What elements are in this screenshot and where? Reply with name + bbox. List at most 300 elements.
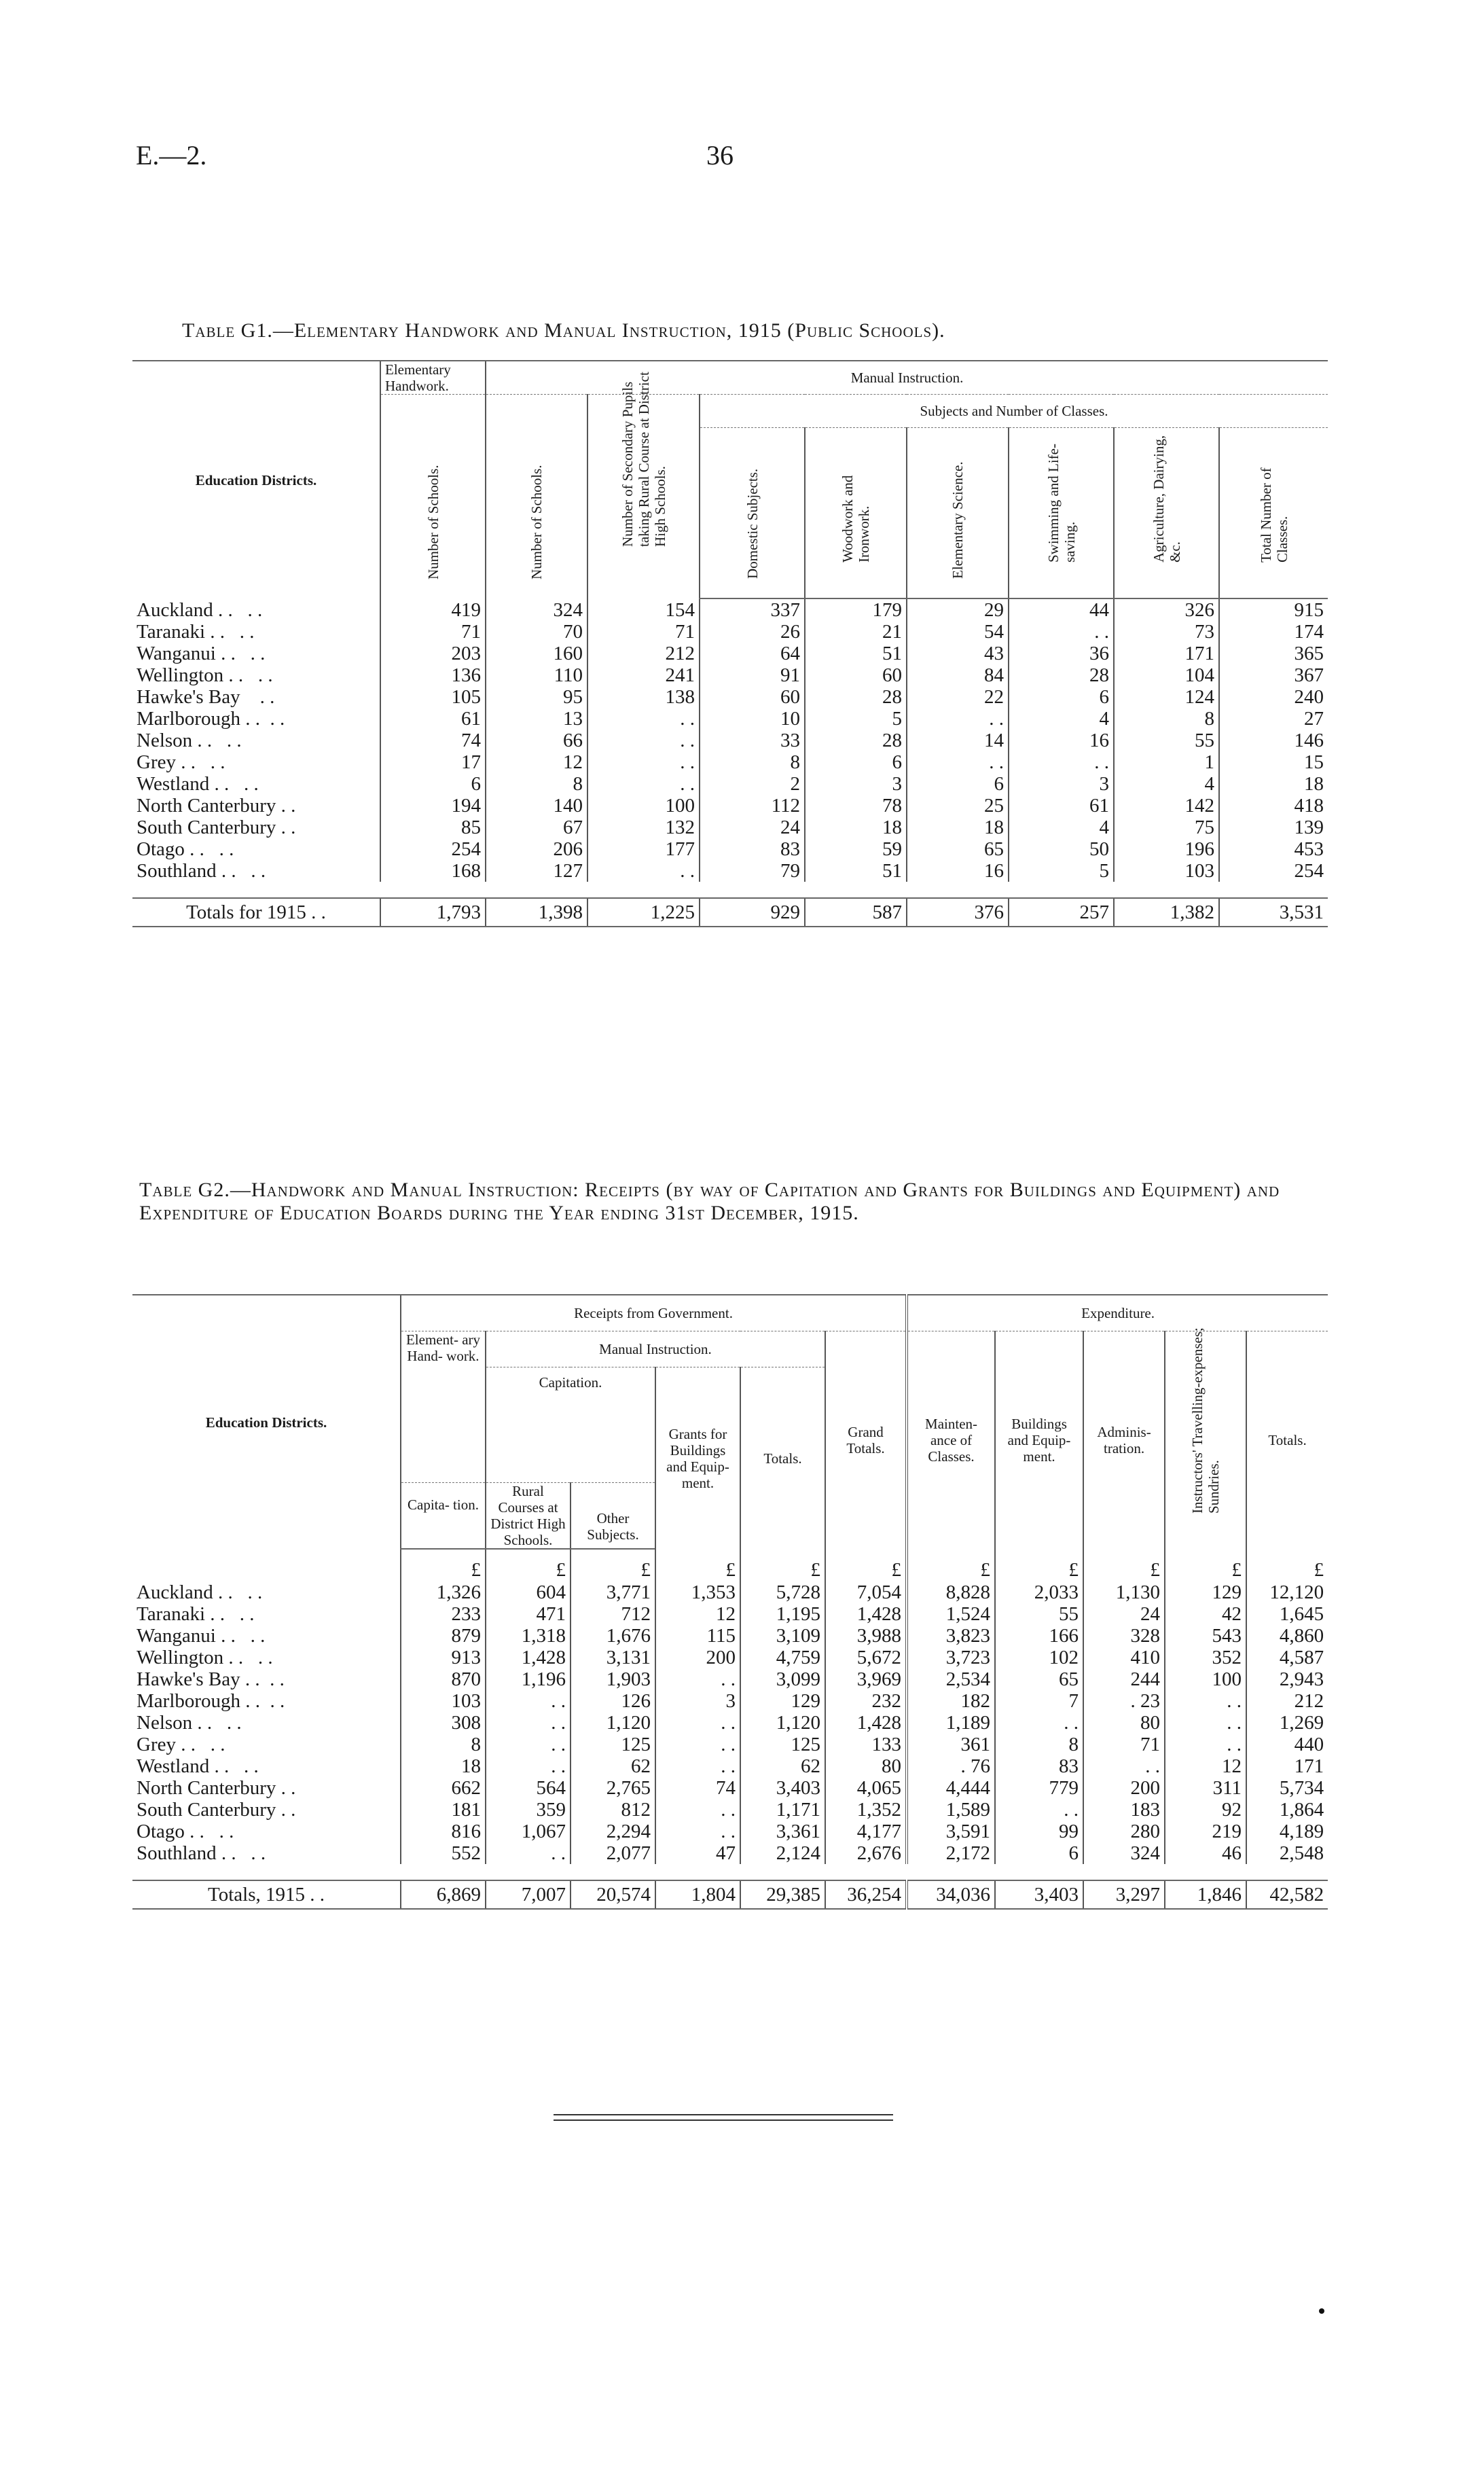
district-name: Wellington . . . . — [137, 664, 273, 686]
g2-header-capitation-group: Capitation. — [486, 1367, 655, 1483]
table-cell: 3 — [805, 773, 907, 795]
table-cell: 3,723 — [907, 1647, 995, 1668]
g1-totals-cell: 257 — [1009, 898, 1114, 927]
table-cell: 1,428 — [825, 1603, 907, 1625]
table-cell: 12 — [486, 751, 587, 773]
table-cell: 5,728 — [740, 1581, 825, 1603]
table-cell: 359 — [486, 1799, 571, 1821]
district-name: Westland . . . . — [137, 773, 259, 795]
g1-col-eh-schools: Number of Schools. — [380, 395, 486, 599]
table-cell: 33 — [700, 730, 805, 751]
table-row — [132, 730, 1328, 751]
g1-col-woodwork: Woodwork and Ironwork. — [805, 428, 907, 599]
table-cell: 110 — [486, 664, 587, 686]
table-cell: 2,124 — [740, 1842, 825, 1864]
district-name: Grey . . . . — [137, 1734, 225, 1755]
table-cell: 43 — [907, 643, 1009, 664]
table-cell: 80 — [1083, 1712, 1165, 1734]
table-cell: 352 — [1165, 1647, 1246, 1668]
table-cell: 8 — [700, 751, 805, 773]
table-cell: 2 — [700, 773, 805, 795]
table-cell: 179 — [805, 598, 907, 621]
table-cell: 4 — [1114, 773, 1219, 795]
table-row — [132, 1581, 1328, 1603]
g2-totals-cell: 3,403 — [995, 1880, 1083, 1909]
g2-body — [132, 1581, 1328, 1880]
g2-col-instructors: Instructors' Travelling-expenses; Sundries. — [1165, 1331, 1246, 1550]
table-cell: 241 — [587, 664, 700, 686]
g2-currency-row — [132, 1549, 1328, 1581]
table-cell: 16 — [1009, 730, 1114, 751]
table-cell: 83 — [995, 1755, 1083, 1777]
table-cell: 2,676 — [825, 1842, 907, 1864]
table-cell: 1,428 — [825, 1712, 907, 1734]
table-cell: 71 — [587, 621, 700, 643]
district-name: Otago . . . . — [137, 1821, 234, 1842]
table-cell: . . — [587, 730, 700, 751]
table-cell: 12 — [1165, 1755, 1246, 1777]
table-cell: 55 — [995, 1603, 1083, 1625]
table-cell: 129 — [740, 1690, 825, 1712]
table-cell: 1,120 — [571, 1712, 655, 1734]
g2-header-totals-exp: Totals. — [1246, 1331, 1328, 1550]
table-cell: 103 — [1114, 860, 1219, 882]
table-cell: . 76 — [907, 1755, 995, 1777]
table-cell: 7,054 — [825, 1581, 907, 1603]
g2-currency-sign: £ — [907, 1549, 995, 1581]
table-cell: 36 — [1009, 643, 1114, 664]
table-cell: 471 — [486, 1603, 571, 1625]
table-cell: 13 — [486, 708, 587, 730]
table-cell: 4,065 — [825, 1777, 907, 1799]
table-cell: 182 — [907, 1690, 995, 1712]
table-cell: . . — [587, 751, 700, 773]
table-cell: . . — [655, 1734, 740, 1755]
g2-header-rural: Rural Courses at District High Schools. — [486, 1483, 571, 1550]
table-g2-caption-number: Table G2. — [139, 1179, 230, 1201]
district-name: Nelson . . . . — [137, 730, 242, 751]
g2-header-expenditure: Expenditure. — [907, 1295, 1328, 1331]
table-cell: 5 — [805, 708, 907, 730]
table-cell: 8,828 — [907, 1581, 995, 1603]
table-cell: 1,352 — [825, 1799, 907, 1821]
table-cell: 870 — [401, 1668, 486, 1690]
table-cell: . . — [655, 1755, 740, 1777]
table-cell: 183 — [1083, 1799, 1165, 1821]
table-cell: 154 — [587, 598, 700, 621]
table-cell: 92 — [1165, 1799, 1246, 1821]
district-name: South Canterbury . . — [137, 1799, 296, 1821]
g1-totals-cell: 929 — [700, 898, 805, 927]
g2-currency-sign: £ — [401, 1549, 486, 1581]
g2-totals-cell: 6,869 — [401, 1880, 486, 1909]
table-cell: 3,361 — [740, 1821, 825, 1842]
g2-header-admin: Adminis- tration. — [1083, 1331, 1165, 1550]
table-cell: 361 — [907, 1734, 995, 1755]
table-cell: 1,326 — [401, 1581, 486, 1603]
table-cell: 2,033 — [995, 1581, 1083, 1603]
g1-totals-cell: 1,793 — [380, 898, 486, 927]
g1-col-mi-schools: Number of Schools. — [486, 395, 587, 599]
table-cell: 42 — [1165, 1603, 1246, 1625]
table-cell: 194 — [380, 795, 486, 817]
g2-currency-sign: £ — [1083, 1549, 1165, 1581]
district-name: Marlborough . . . . — [137, 708, 285, 730]
table-cell: 5,734 — [1246, 1777, 1328, 1799]
table-cell: 127 — [486, 860, 587, 882]
table-row — [132, 708, 1328, 730]
table-cell: 18 — [805, 817, 907, 838]
table-cell: 62 — [571, 1755, 655, 1777]
table-cell: 1,269 — [1246, 1712, 1328, 1734]
g2-currency-spacer — [132, 1549, 401, 1581]
table-cell: 3,969 — [825, 1668, 907, 1690]
table-cell: 65 — [995, 1668, 1083, 1690]
g2-totals-cell: 1,846 — [1165, 1880, 1246, 1909]
table-row — [132, 621, 1328, 643]
district-name: Taranaki . . . . — [137, 1603, 255, 1625]
g2-currency-sign: £ — [740, 1549, 825, 1581]
district-name: Hawke's Bay . . . . — [137, 1668, 285, 1690]
g1-header-subjects: Subjects and Number of Classes. — [700, 395, 1328, 428]
g1-col-domestic: Domestic Subjects. — [700, 428, 805, 599]
table-cell: 2,548 — [1246, 1842, 1328, 1864]
g2-header-totals-mi: Totals. — [740, 1367, 825, 1550]
table-cell: 129 — [1165, 1581, 1246, 1603]
table-cell: . . — [995, 1712, 1083, 1734]
table-cell: 100 — [587, 795, 700, 817]
table-cell: 46 — [1165, 1842, 1246, 1864]
table-cell: 15 — [1219, 751, 1328, 773]
district-name: Westland . . . . — [137, 1755, 259, 1777]
table-row — [132, 643, 1328, 664]
g2-header-receipts: Receipts from Government. — [401, 1295, 907, 1331]
table-cell: 25 — [907, 795, 1009, 817]
table-cell: 6 — [907, 773, 1009, 795]
table-g1-caption-number: Table G1. — [182, 319, 273, 342]
table-cell: 24 — [1083, 1603, 1165, 1625]
table-cell: 1,171 — [740, 1799, 825, 1821]
table-cell: 160 — [486, 643, 587, 664]
district-name: Wellington . . . . — [137, 1647, 273, 1668]
table-cell: 2,294 — [571, 1821, 655, 1842]
table-cell: 50 — [1009, 838, 1114, 860]
table-cell: 1,318 — [486, 1625, 571, 1647]
table-cell: . . — [1165, 1690, 1246, 1712]
table-cell: 308 — [401, 1712, 486, 1734]
g2-totals-cell: 29,385 — [740, 1880, 825, 1909]
table-cell: 337 — [700, 598, 805, 621]
table-cell: 74 — [655, 1777, 740, 1799]
table-cell: 133 — [825, 1734, 907, 1755]
table-cell: 22 — [907, 686, 1009, 708]
district-name: Taranaki . . . . — [137, 621, 255, 643]
table-cell: . . — [1165, 1712, 1246, 1734]
table-row — [132, 1625, 1328, 1647]
table-cell: 1 — [1114, 751, 1219, 773]
table-cell: 17 — [380, 751, 486, 773]
table-cell: . . — [486, 1842, 571, 1864]
table-cell: . . — [995, 1799, 1083, 1821]
table-cell: 16 — [907, 860, 1009, 882]
table-cell: 1,120 — [740, 1712, 825, 1734]
table-cell: 5,672 — [825, 1647, 907, 1668]
table-cell: 233 — [401, 1603, 486, 1625]
table-row — [132, 1777, 1328, 1799]
g1-totals-label: Totals for 1915 . . — [132, 898, 380, 927]
table-cell: 47 — [655, 1842, 740, 1864]
district-name: Hawke's Bay . . — [137, 686, 275, 708]
table-cell: . . — [655, 1821, 740, 1842]
g2-totals-cell: 36,254 — [825, 1880, 907, 1909]
g2-header-capitation: Capita- tion. — [401, 1483, 486, 1550]
table-cell: 27 — [1219, 708, 1328, 730]
district-name: Grey . . . . — [137, 751, 225, 773]
table-cell: 51 — [805, 643, 907, 664]
table-row — [132, 795, 1328, 817]
page-number: 36 — [706, 140, 734, 171]
table-cell: 4,444 — [907, 1777, 995, 1799]
table-cell: 2,172 — [907, 1842, 995, 1864]
table-cell: 6 — [805, 751, 907, 773]
table-cell: . . — [486, 1734, 571, 1755]
table-cell: 219 — [1165, 1821, 1246, 1842]
district-name: North Canterbury . . — [137, 1777, 296, 1799]
g2-totals-cell: 7,007 — [486, 1880, 571, 1909]
g2-header-districts: Education Districts. — [132, 1295, 401, 1549]
table-cell: 10 — [700, 708, 805, 730]
table-cell: 1,195 — [740, 1603, 825, 1625]
table-cell: 2,077 — [571, 1842, 655, 1864]
table-cell: 140 — [486, 795, 587, 817]
table-cell: 3,823 — [907, 1625, 995, 1647]
table-cell: . . — [1009, 751, 1114, 773]
g1-body — [132, 598, 1328, 898]
g1-totals-cell: 1,382 — [1114, 898, 1219, 927]
table-cell: 232 — [825, 1690, 907, 1712]
g2-header-buildings: Buildings and Equip- ment. — [995, 1331, 1083, 1550]
table-cell: 21 — [805, 621, 907, 643]
table-cell: 206 — [486, 838, 587, 860]
table-cell: 240 — [1219, 686, 1328, 708]
district-name: Wanganui . . . . — [137, 1625, 266, 1647]
table-cell: 79 — [700, 860, 805, 882]
table-cell: 18 — [907, 817, 1009, 838]
district-name: North Canterbury . . — [137, 795, 296, 817]
table-cell: 55 — [1114, 730, 1219, 751]
table-cell: 105 — [380, 686, 486, 708]
table-cell: 712 — [571, 1603, 655, 1625]
table-cell: 125 — [571, 1734, 655, 1755]
g2-currency-sign: £ — [571, 1549, 655, 1581]
table-cell: 3 — [655, 1690, 740, 1712]
table-cell: 311 — [1165, 1777, 1246, 1799]
table-cell: . 23 — [1083, 1690, 1165, 1712]
g2-header-grants: Grants for Buildings and Equip- ment. — [655, 1367, 740, 1550]
g2-currency-sign: £ — [1165, 1549, 1246, 1581]
table-cell: 419 — [380, 598, 486, 621]
table-cell: . . — [655, 1799, 740, 1821]
table-cell: 74 — [380, 730, 486, 751]
table-row — [132, 1755, 1328, 1777]
table-cell: 4,860 — [1246, 1625, 1328, 1647]
table-cell: 3,403 — [740, 1777, 825, 1799]
table-cell: 70 — [486, 621, 587, 643]
table-cell: 83 — [700, 838, 805, 860]
table-cell: 1,589 — [907, 1799, 995, 1821]
table-row — [132, 838, 1328, 860]
table-cell: . . — [486, 1712, 571, 1734]
table-cell: . . — [587, 773, 700, 795]
table-cell: . . — [907, 751, 1009, 773]
table-row — [132, 1668, 1328, 1690]
table-cell: 138 — [587, 686, 700, 708]
table-cell: 146 — [1219, 730, 1328, 751]
table-cell: 662 — [401, 1777, 486, 1799]
table-cell: . . — [1165, 1734, 1246, 1755]
g1-totals-cell: 376 — [907, 898, 1009, 927]
table-cell: 212 — [587, 643, 700, 664]
table-g1-caption — [182, 319, 1350, 342]
table-cell: 200 — [655, 1647, 740, 1668]
table-cell: 367 — [1219, 664, 1328, 686]
table-cell: 280 — [1083, 1821, 1165, 1842]
table-cell: 1,676 — [571, 1625, 655, 1647]
g2-totals-cell: 1,804 — [655, 1880, 740, 1909]
table-cell: 51 — [805, 860, 907, 882]
table-cell: 60 — [700, 686, 805, 708]
table-cell: 29 — [907, 598, 1009, 621]
end-rule — [554, 2119, 893, 2121]
g1-col-swimming: Swimming and Life-saving. — [1009, 428, 1114, 599]
table-cell: 28 — [805, 686, 907, 708]
table-cell: 2,534 — [907, 1668, 995, 1690]
district-name: Wanganui . . . . — [137, 643, 266, 664]
table-cell: 552 — [401, 1842, 486, 1864]
table-cell: 200 — [1083, 1777, 1165, 1799]
table-row — [132, 1821, 1328, 1842]
table-cell: 166 — [995, 1625, 1083, 1647]
table-row — [132, 1647, 1328, 1668]
table-row — [132, 1799, 1328, 1821]
table-cell: 12 — [655, 1603, 740, 1625]
table-cell: 3,131 — [571, 1647, 655, 1668]
table-cell: 177 — [587, 838, 700, 860]
table-cell: 779 — [995, 1777, 1083, 1799]
table-cell: 18 — [401, 1755, 486, 1777]
table-cell: . . — [907, 708, 1009, 730]
g2-currency-sign: £ — [995, 1549, 1083, 1581]
table-cell: 4,177 — [825, 1821, 907, 1842]
table-cell: 410 — [1083, 1647, 1165, 1668]
table-cell: 6 — [995, 1842, 1083, 1864]
table-cell: 171 — [1114, 643, 1219, 664]
g2-header-other: Other Subjects. — [571, 1483, 655, 1550]
table-cell: 99 — [995, 1821, 1083, 1842]
table-cell: 324 — [486, 598, 587, 621]
table-cell: 915 — [1219, 598, 1328, 621]
table-cell: 5 — [1009, 860, 1114, 882]
table-cell: 67 — [486, 817, 587, 838]
table-cell: 28 — [805, 730, 907, 751]
table-cell: 12,120 — [1246, 1581, 1328, 1603]
table-cell: . . — [655, 1668, 740, 1690]
table-cell: 65 — [907, 838, 1009, 860]
table-cell: 24 — [700, 817, 805, 838]
table-cell: 328 — [1083, 1625, 1165, 1647]
table-cell: 326 — [1114, 598, 1219, 621]
g2-currency-sign: £ — [825, 1549, 907, 1581]
table-cell: 418 — [1219, 795, 1328, 817]
g2-currency-sign: £ — [486, 1549, 571, 1581]
table-cell: 8 — [995, 1734, 1083, 1755]
table-cell: . . — [587, 708, 700, 730]
table-cell: 604 — [486, 1581, 571, 1603]
table-cell: 1,903 — [571, 1668, 655, 1690]
table-cell: 66 — [486, 730, 587, 751]
table-cell: 91 — [700, 664, 805, 686]
table-cell: 181 — [401, 1799, 486, 1821]
table-row — [132, 1690, 1328, 1712]
table-cell: 60 — [805, 664, 907, 686]
table-row — [132, 773, 1328, 795]
g1-totals-cell: 1,225 — [587, 898, 700, 927]
table-cell: 126 — [571, 1690, 655, 1712]
table-cell: 365 — [1219, 643, 1328, 664]
table-cell: 440 — [1246, 1734, 1328, 1755]
table-cell: 104 — [1114, 664, 1219, 686]
end-rule — [554, 2114, 893, 2115]
spacer-row — [132, 882, 1328, 898]
table-cell: 174 — [1219, 621, 1328, 643]
g1-header-elementary-handwork: Elementary Handwork. — [380, 361, 486, 395]
table-g2-caption — [139, 1179, 1307, 1225]
table-cell: 168 — [380, 860, 486, 882]
table-cell: 879 — [401, 1625, 486, 1647]
table-cell: 1,428 — [486, 1647, 571, 1668]
table-cell: 3,099 — [740, 1668, 825, 1690]
table-cell: 913 — [401, 1647, 486, 1668]
table-cell: 59 — [805, 838, 907, 860]
table-cell: 115 — [655, 1625, 740, 1647]
spacer-row — [132, 1864, 1328, 1880]
table-cell: 3,591 — [907, 1821, 995, 1842]
district-name: Auckland . . . . — [137, 598, 263, 621]
district-name: Nelson . . . . — [137, 1712, 242, 1734]
table-cell: 14 — [907, 730, 1009, 751]
table-cell: 102 — [995, 1647, 1083, 1668]
table-cell: 4,587 — [1246, 1647, 1328, 1668]
table-cell: 85 — [380, 817, 486, 838]
table-row — [132, 1712, 1328, 1734]
table-cell: 8 — [401, 1734, 486, 1755]
table-cell: 1,067 — [486, 1821, 571, 1842]
table-cell: 136 — [380, 664, 486, 686]
g1-header-manual-instruction: Manual Instruction. — [486, 361, 1328, 395]
district-name: Southland . . . . — [137, 1842, 266, 1864]
table-cell: 6 — [1009, 686, 1114, 708]
table-cell: 2,943 — [1246, 1668, 1328, 1690]
table-cell: 8 — [486, 773, 587, 795]
table-cell: 80 — [825, 1755, 907, 1777]
g2-totals-row — [132, 1880, 1328, 1909]
g1-totals-cell: 587 — [805, 898, 907, 927]
table-cell: 44 — [1009, 598, 1114, 621]
table-cell: 61 — [380, 708, 486, 730]
table-cell: 2,765 — [571, 1777, 655, 1799]
table-cell: 84 — [907, 664, 1009, 686]
table-cell: 18 — [1219, 773, 1328, 795]
